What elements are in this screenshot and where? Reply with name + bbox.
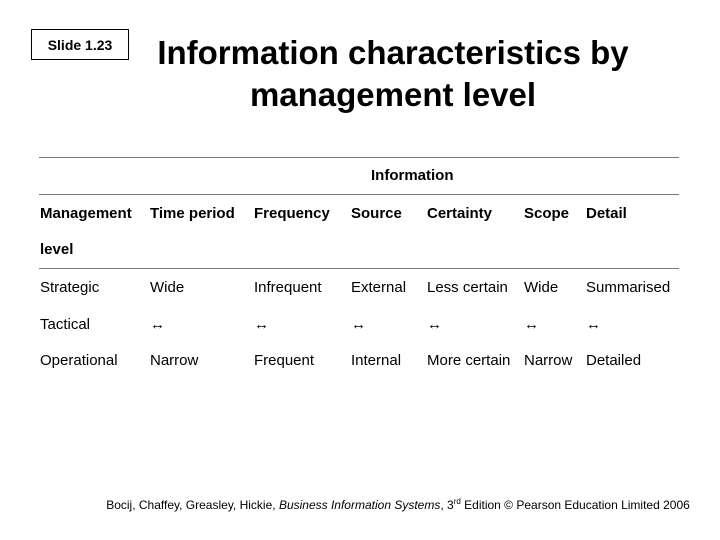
row-operational-frequency: Frequent (254, 352, 315, 369)
header-scope: Scope (524, 205, 570, 222)
row-strategic-detail: Summarised (586, 279, 671, 296)
group-header-rule (39, 194, 679, 195)
footer-authors: Bocij, Chaffey, Greasley, Hickie, (106, 498, 279, 512)
row-tactical-level: Tactical (40, 316, 91, 333)
row-tactical-scope-arrow-icon: ↔ (524, 316, 539, 333)
row-tactical-frequency-arrow-icon: ↔ (254, 316, 269, 333)
footer-edition-suffix: rd (453, 497, 461, 506)
slide-number-badge: Slide 1.23 (31, 29, 129, 60)
row-operational-scope: Narrow (524, 352, 573, 369)
header-certainty: Certainty (427, 205, 493, 222)
header-level: level (40, 241, 74, 258)
row-tactical-detail-arrow-icon: ↔ (586, 316, 601, 333)
header-bottom-rule (39, 268, 679, 269)
row-operational-time-period: Narrow (150, 352, 199, 369)
header-source: Source (351, 205, 402, 222)
row-strategic-source: External (351, 279, 407, 296)
header-detail: Detail (586, 205, 627, 222)
row-tactical-certainty-arrow-icon: ↔ (427, 316, 442, 333)
footer-book-title: Business Information Systems (278, 498, 441, 512)
row-operational-certainty: More certain (427, 352, 511, 369)
header-time-period: Time period (150, 205, 235, 222)
row-strategic-time-period: Wide (150, 279, 185, 296)
row-operational-level: Operational (40, 352, 118, 369)
row-operational-detail: Detailed (586, 352, 642, 369)
footer-copyright: Edition © Pearson Education Limited 2006 (460, 498, 690, 512)
row-tactical-time-period-arrow-icon: ↔ (150, 316, 165, 333)
group-header-information: Information (371, 167, 454, 184)
table-top-rule (39, 157, 679, 158)
slide-title (133, 32, 653, 116)
row-strategic-scope: Wide (524, 279, 559, 296)
title-line-2: management level (249, 76, 537, 113)
title-line-1: Information characteristics by (157, 34, 629, 71)
footer-edition-number: , 3 (440, 498, 454, 512)
row-strategic-frequency: Infrequent (254, 279, 322, 296)
row-strategic-certainty: Less certain (427, 279, 508, 296)
footer-citation (0, 497, 720, 512)
header-frequency: Frequency (254, 205, 330, 222)
row-operational-source: Internal (351, 352, 402, 369)
row-tactical-source-arrow-icon: ↔ (351, 316, 366, 333)
row-strategic-level: Strategic (40, 279, 100, 296)
header-management: Management (40, 205, 132, 222)
